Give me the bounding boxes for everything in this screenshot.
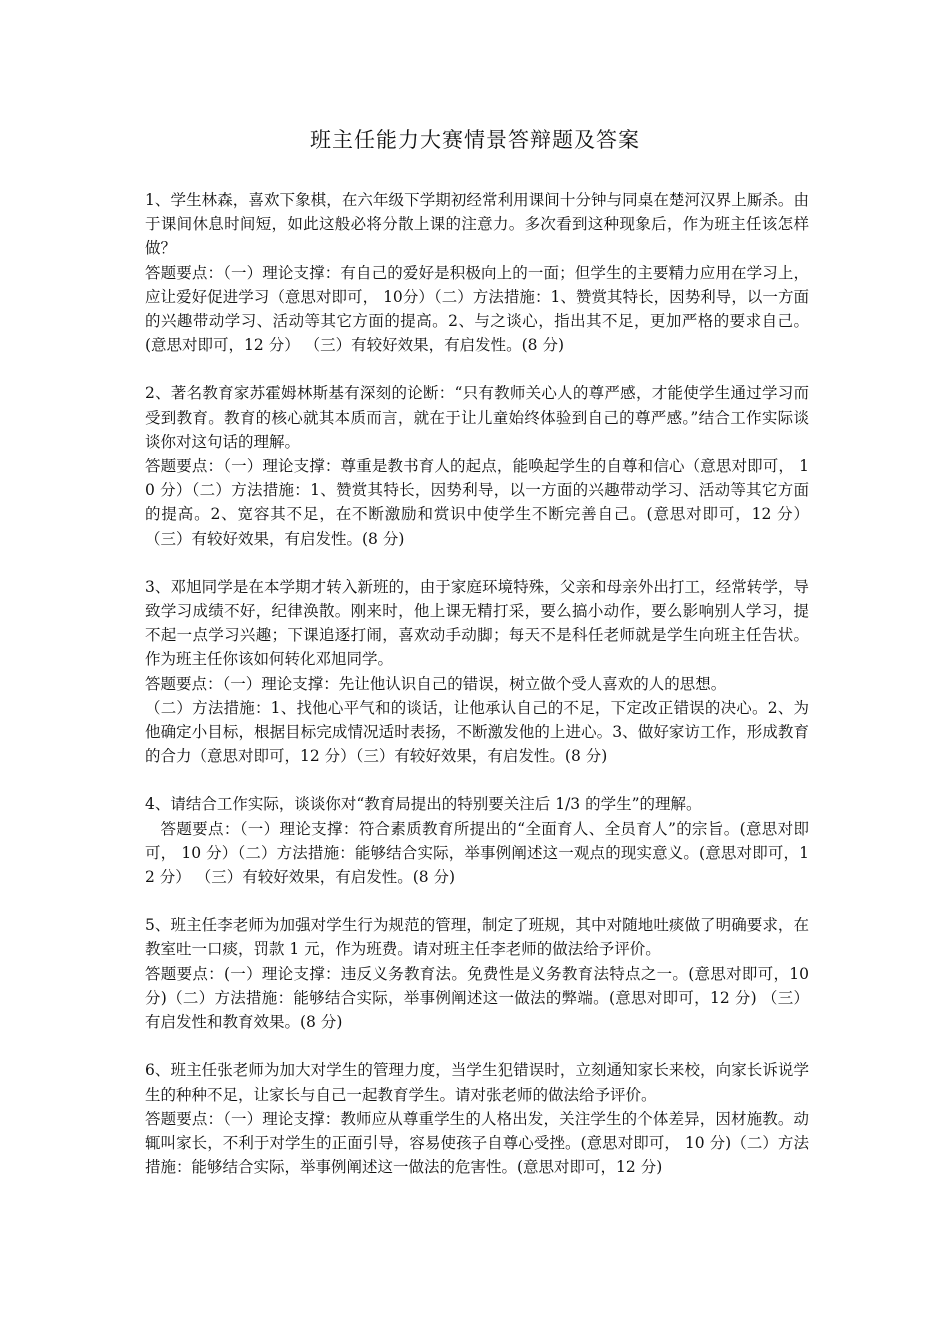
question-text: 5、班主任李老师为加强对学生行为规范的管理，制定了班规，其中对随地吐痰做了明确要求，在教室吐一口痰，罚款 1 元，作为班费。请对班主任李老师的做法给予评价。 bbox=[145, 916, 809, 959]
answer-text: 答题要点：（一）理论支撑：有自己的爱好是积极向上的一面；但学生的主要精力应用在学习上，应让爱好促进学习（意思对即可， 10分）（二）方法措施：1、赞赏其特长，因势利导，以一方面的兴趣带动学习、活动等其它方面的提高。2、与之谈心，指出其不足，更加严格的要求自己。(意思对即可，12 分） （三）有较好效果，有启发性。(8 分) bbox=[145, 263, 809, 355]
question-text: 1、学生林森，喜欢下象棋，在六年级下学期初经常利用课间十分钟与同桌在楚河汉界上厮杀。由于课间休息时间短，如此这般必将分散上课的注意力。多次看到这种现象后，作为班主任该怎样做？ bbox=[145, 191, 809, 258]
answer-text: 答题要点：（一）理论支撑：教师应从尊重学生的人格出发，关注学生的个体差异，因材施教。动辄叫家长，不利于对学生的正面引导，容易使孩子自尊心受挫。(意思对即可， 10 分)（二）方法措施：能够结合实际，举事例阐述这一做法的危害性。(意思对即可，12 分) bbox=[145, 1109, 809, 1177]
answer-text: 答题要点：（一）理论支撑：先让他认识自己的错误，树立做个受人喜欢的人的思想。 bbox=[145, 674, 727, 693]
question-text: 3、邓旭同学是在本学期才转入新班的，由于家庭环境特殊，父亲和母亲外出打工，经常转学，导致学习成绩不好，纪律涣散。刚来时，他上课无精打采，要么搞小动作，要么影响别人学习，提不起一点学习兴趣；下课追逐打闹，喜欢动手动脚；每天不是科任老师就是学生向班主任告状。作为班主任你该如何转化邓旭同学。 bbox=[145, 577, 809, 669]
question-text: 2、著名教育家苏霍姆林斯基有深刻的论断：“只有教师关心人的尊严感，才能使学生通过学习而受到教育。教育的核心就其本质而言，就在于让儿童始终体验到自己的尊严感。”结合工作实际谈谈你对这句话的理解。 bbox=[145, 384, 809, 451]
document-body bbox=[145, 188, 809, 1203]
question-item-6 bbox=[145, 1058, 809, 1179]
question-item-5 bbox=[145, 913, 809, 1034]
question-text: 6、班主任张老师为加大对学生的管理力度，当学生犯错误时，立刻通知家长来校，向家长诉说学生的种种不足，让家长与自己一起教育学生。请对张老师的做法给予评价。 bbox=[145, 1061, 809, 1104]
answer-text: 答题要点：(一）理论支撑：违反义务教育法。免费性是义务教育法特点之一。(意思对即可，10 分)（二）方法措施：能够结合实际，举事例阐述这一做法的弊端。(意思对即可，12 分) （三）有启发性和教育效果。(8 分) bbox=[145, 964, 809, 1032]
answer-text: 答题要点：（一）理论支撑：符合素质教育所提出的“全面育人、全员育人”的宗旨。(意思对即可， 10 分）（二）方法措施：能够结合实际，举事例阐述这一观点的现实意义。(意思对即可，12 分） （三）有较好效果，有启发性。(8 分) bbox=[145, 819, 809, 887]
question-item-4 bbox=[145, 792, 809, 889]
answer-text-continued: （二）方法措施：1、找他心平气和的谈话，让他承认自己的不足，下定改正错误的决心。2、为他确定小目标，根据目标完成情况适时表扬，不断激发他的上进心。3、做好家访工作，形成教育的合力（意思对即可，12 分）（三）有较好效果，有启发性。(8 分) bbox=[145, 698, 809, 766]
question-item-2 bbox=[145, 381, 809, 550]
question-text: 4、请结合工作实际，谈谈你对“教育局提出的特别要关注后 1/3 的学生”的理解。 bbox=[145, 795, 702, 814]
question-item-3 bbox=[145, 575, 809, 769]
page-title: 班主任能力大赛情景答辩题及答案 bbox=[310, 128, 640, 152]
answer-text: 答题要点：（一）理论支撑：尊重是教书育人的起点，能唤起学生的自尊和信心（意思对即可， 10 分）（二）方法措施：1、赞赏其特长，因势利导，以一方面的兴趣带动学习、活动等其它方面的提高。2、宽容其不足，在不断激励和赏识中使学生不断完善自己。(意思对即可，12 分） （三）有较好效果，有启发性。(8 分) bbox=[145, 457, 809, 548]
question-item-1 bbox=[145, 188, 809, 357]
